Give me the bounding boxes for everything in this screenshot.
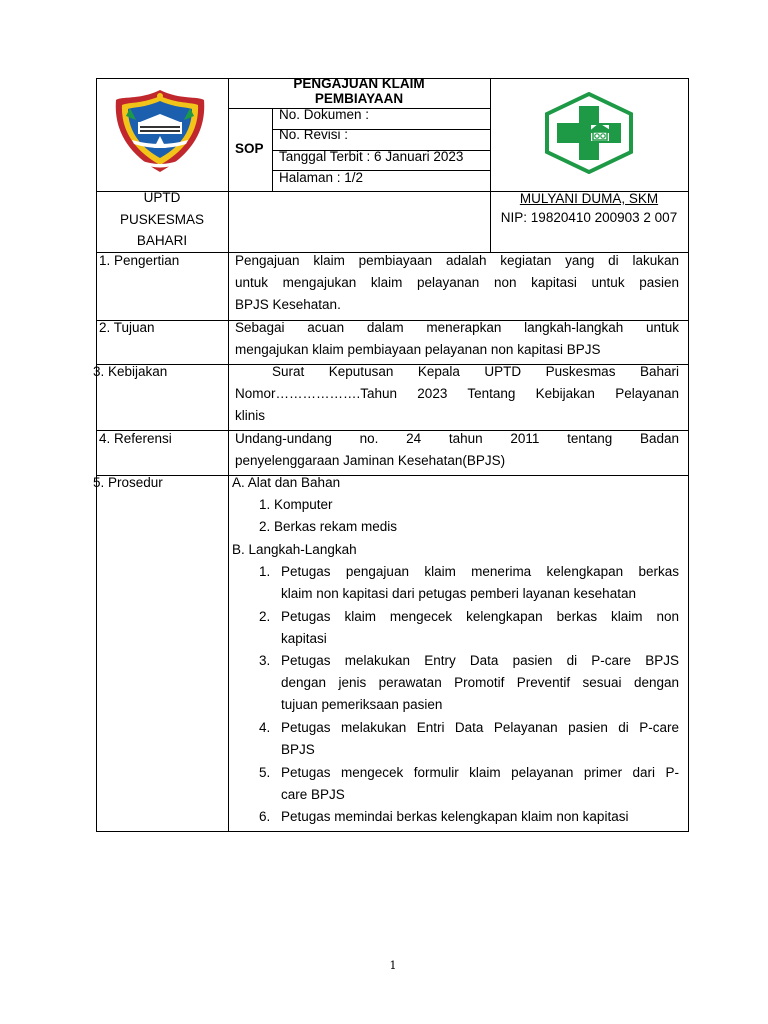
step1-line1: Petugas pengajuan klaim menerima kelengkapan berkas bbox=[281, 564, 679, 579]
referensi-line1: Undang-undang no. 24 tahun 2011 tentang Badan bbox=[235, 431, 679, 446]
org-name-line2: PUSKESMAS bbox=[119, 212, 205, 227]
revision-number: No. Revisi : bbox=[279, 127, 349, 142]
section-b-title: B. Langkah-Langkah bbox=[232, 542, 357, 557]
page-number: 1 bbox=[389, 959, 397, 972]
step3-line2: dengan jenis perawatan Promotif Preventif sesuai dengan bbox=[281, 675, 679, 690]
regency-emblem-logo bbox=[110, 86, 210, 176]
step4-line1: Petugas melakukan Entri Data Pelayanan pasien di P-care bbox=[281, 720, 679, 735]
label-kebijakan: 3. Kebijakan bbox=[93, 364, 168, 379]
referensi-line2: penyelenggaraan Jaminan Kesehatan(BPJS) bbox=[235, 453, 506, 468]
section-a-item1: 1. Komputer bbox=[259, 497, 333, 512]
row-line-prosedur-top bbox=[96, 475, 689, 476]
kebijakan-line3: klinis bbox=[235, 408, 266, 423]
step5-line1: Petugas mengecek formulir klaim pelayanan primer dari P- bbox=[281, 765, 679, 780]
pengertian-line1: Pengajuan klaim pembiayaan adalah kegiatan yang di lakukan bbox=[235, 253, 679, 268]
kebijakan-line2: Nomor……………….Tahun 2023 Tentang Kebijakan Pelayanan bbox=[235, 386, 679, 401]
section-a-title: A. Alat dan Bahan bbox=[232, 475, 341, 490]
step1-number: 1. bbox=[259, 564, 271, 579]
kebijakan-line1: Surat Keputusan Kepala UPTD Puskesmas Bahari bbox=[272, 364, 679, 379]
step2-number: 2. bbox=[259, 609, 271, 624]
tujuan-line1: Sebagai acuan dalam menerapkan langkah-langkah untuk bbox=[235, 320, 679, 335]
step3-line1: Petugas melakukan Entry Data pasien di P-care BPJS bbox=[281, 653, 679, 668]
table-border-bottom bbox=[96, 831, 689, 832]
org-name-line1: UPTD bbox=[143, 190, 181, 205]
pengertian-line3: BPJS Kesehatan. bbox=[235, 297, 341, 312]
document-title-line1: PENGAJUAN KLAIM bbox=[293, 76, 425, 91]
step1-line2: klaim non kapitasi dari petugas pemberi layanan kesehatan bbox=[281, 586, 636, 601]
label-pengertian: 1. Pengertian bbox=[99, 253, 180, 268]
step6-number: 6. bbox=[259, 809, 271, 824]
step5-number: 5. bbox=[259, 765, 271, 780]
pengertian-line2: untuk mengajukan klaim pelayanan non kapitasi untuk pasien bbox=[235, 275, 679, 290]
document-title-line2: PEMBIAYAAN bbox=[314, 91, 404, 106]
step2-line2: kapitasi bbox=[281, 631, 327, 646]
step4-number: 4. bbox=[259, 720, 271, 735]
step3-number: 3. bbox=[259, 653, 271, 668]
step6-line1: Petugas memindai berkas kelengkapan klaim non kapitasi bbox=[281, 809, 629, 824]
issue-date: Tanggal Terbit : 6 Januari 2023 bbox=[279, 149, 464, 164]
document-number: No. Dokumen : bbox=[279, 107, 370, 122]
step3-line3: tujuan pemeriksaan pasien bbox=[281, 697, 443, 712]
tujuan-line2: mengajukan klaim pembiayaan pelayanan non kapitasi BPJS bbox=[235, 342, 601, 357]
step4-line2: BPJS bbox=[281, 742, 315, 757]
label-referensi: 4. Referensi bbox=[99, 431, 172, 446]
label-tujuan: 2. Tujuan bbox=[99, 320, 155, 335]
head-nip: NIP: 19820410 200903 2 007 bbox=[500, 210, 678, 225]
step2-line1: Petugas klaim mengecek kelengkapan berkas klaim non bbox=[281, 609, 679, 624]
label-prosedur: 5. Prosedur bbox=[93, 475, 163, 490]
page-info: Halaman : 1/2 bbox=[279, 170, 364, 185]
step5-line2: care BPJS bbox=[281, 787, 345, 802]
section-a-item2: 2. Berkas rekam medis bbox=[259, 519, 398, 534]
puskesmas-logo bbox=[543, 92, 635, 174]
sop-label: SOP bbox=[235, 141, 264, 156]
org-name-line3: BAHARI bbox=[136, 233, 188, 248]
head-name: MULYANI DUMA, SKM bbox=[519, 191, 659, 206]
